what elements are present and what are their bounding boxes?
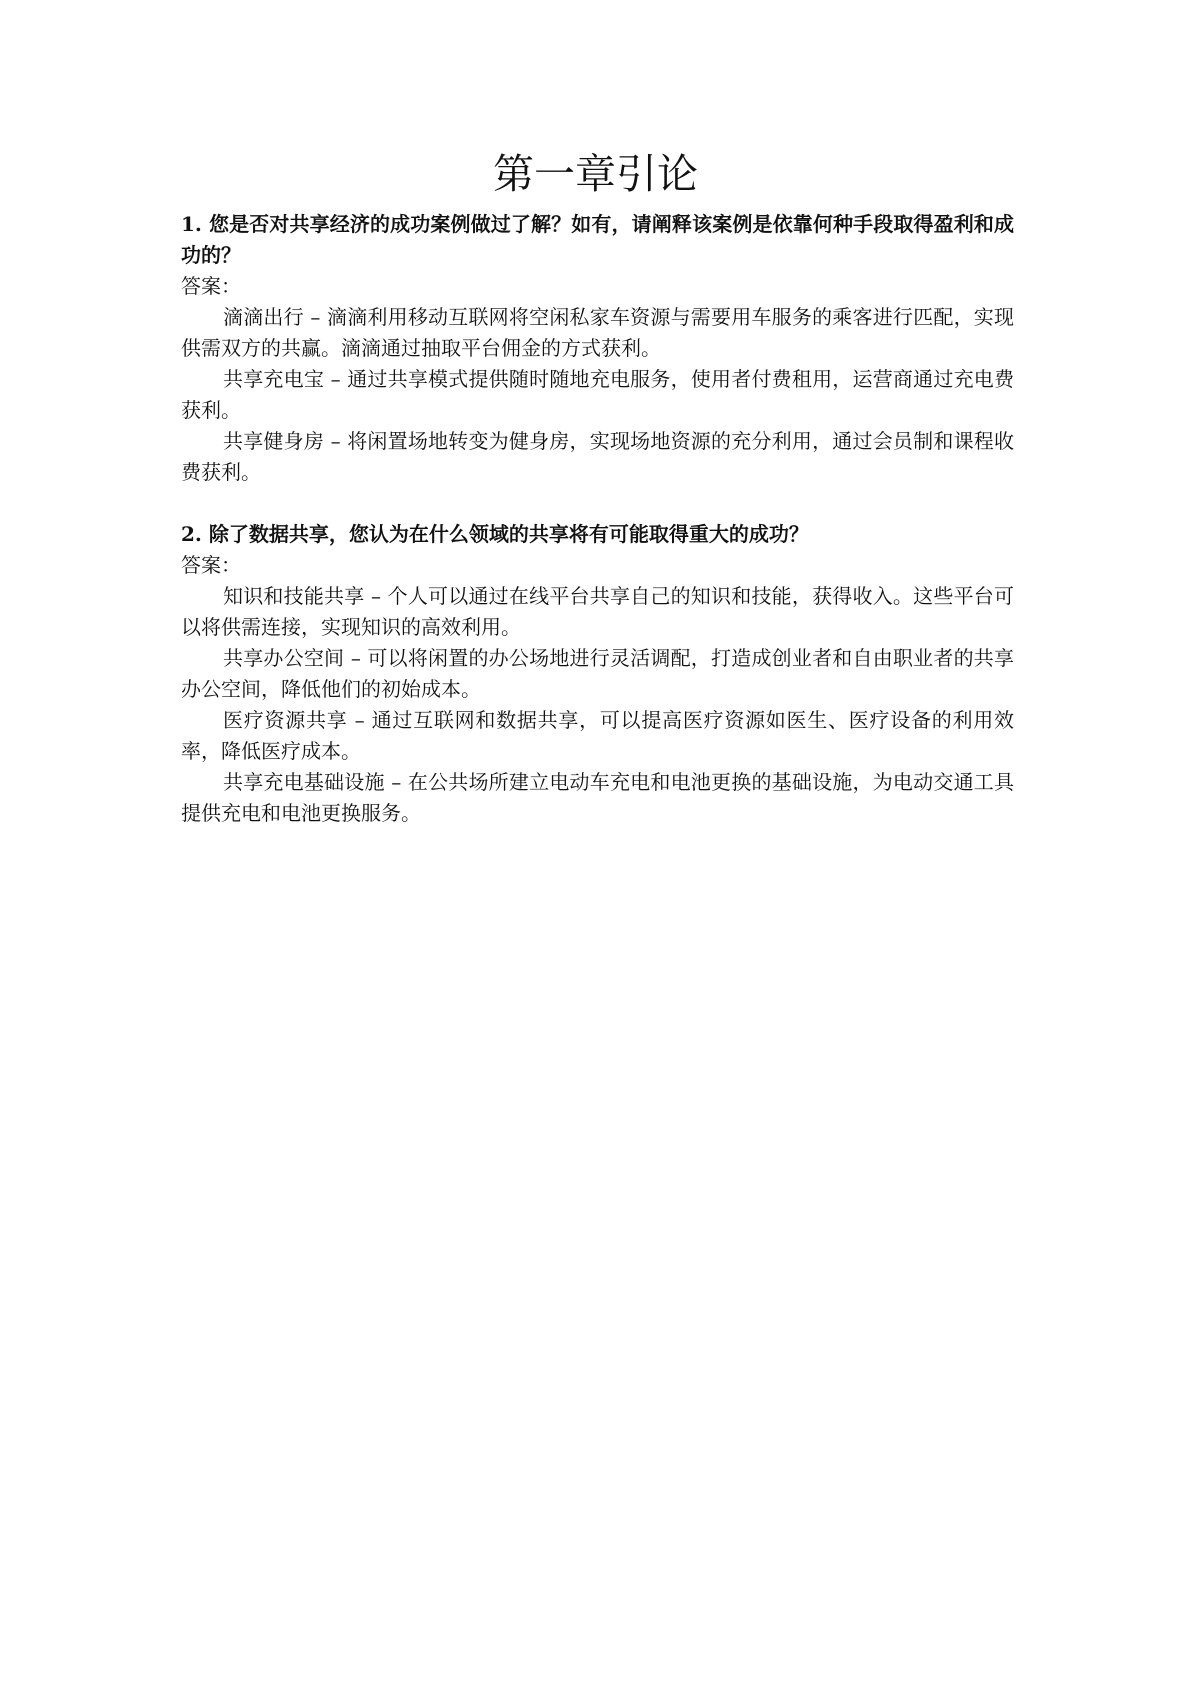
answer-paragraph: 知识和技能共享 – 个人可以通过在线平台共享自己的知识和技能，获得收入。这些平台可以将供需连接，实现知识的高效利用。 <box>181 584 1014 639</box>
answer-paragraph: 医疗资源共享 – 通过互联网和数据共享，可以提高医疗资源如医生、医疗设备的利用效率，降低医疗成本。 <box>181 708 1014 763</box>
section-spacer <box>181 488 1014 519</box>
answer-paragraph: 共享充电宝 – 通过共享模式提供随时随地充电服务，使用者付费租用，运营商通过充电费获利。 <box>181 367 1014 422</box>
answer-paragraph: 共享健身房 – 将闲置场地转变为健身房，实现场地资源的充分利用，通过会员制和课程收费获利。 <box>181 429 1014 484</box>
document-body <box>181 209 1014 829</box>
answer-paragraph: 共享办公空间 – 可以将闲置的办公场地进行灵活调配，打造成创业者和自由职业者的共享办公空间，降低他们的初始成本。 <box>181 646 1014 701</box>
section-1 <box>181 209 1014 488</box>
answer-label-1: 答案： <box>181 274 241 298</box>
section-2 <box>181 519 1014 829</box>
answer-paragraph: 滴滴出行 – 滴滴利用移动互联网将空闲私家车资源与需要用车服务的乘客进行匹配，实现供需双方的共赢。滴滴通过抽取平台佣金的方式获利。 <box>181 305 1014 360</box>
chapter-title: 第一章引论 <box>493 150 698 198</box>
answer-paragraph: 共享充电基础设施 – 在公共场所建立电动车充电和电池更换的基础设施，为电动交通工具提供充电和电池更换服务。 <box>181 770 1014 825</box>
answer-label-2: 答案： <box>181 553 241 577</box>
question-2: 2. 除了数据共享，您认为在什么领域的共享将有可能取得重大的成功？ <box>181 522 809 546</box>
question-1: 1. 您是否对共享经济的成功案例做过了解？如有，请阐释该案例是依靠何种手段取得盈利和成功的？ <box>181 212 1014 267</box>
